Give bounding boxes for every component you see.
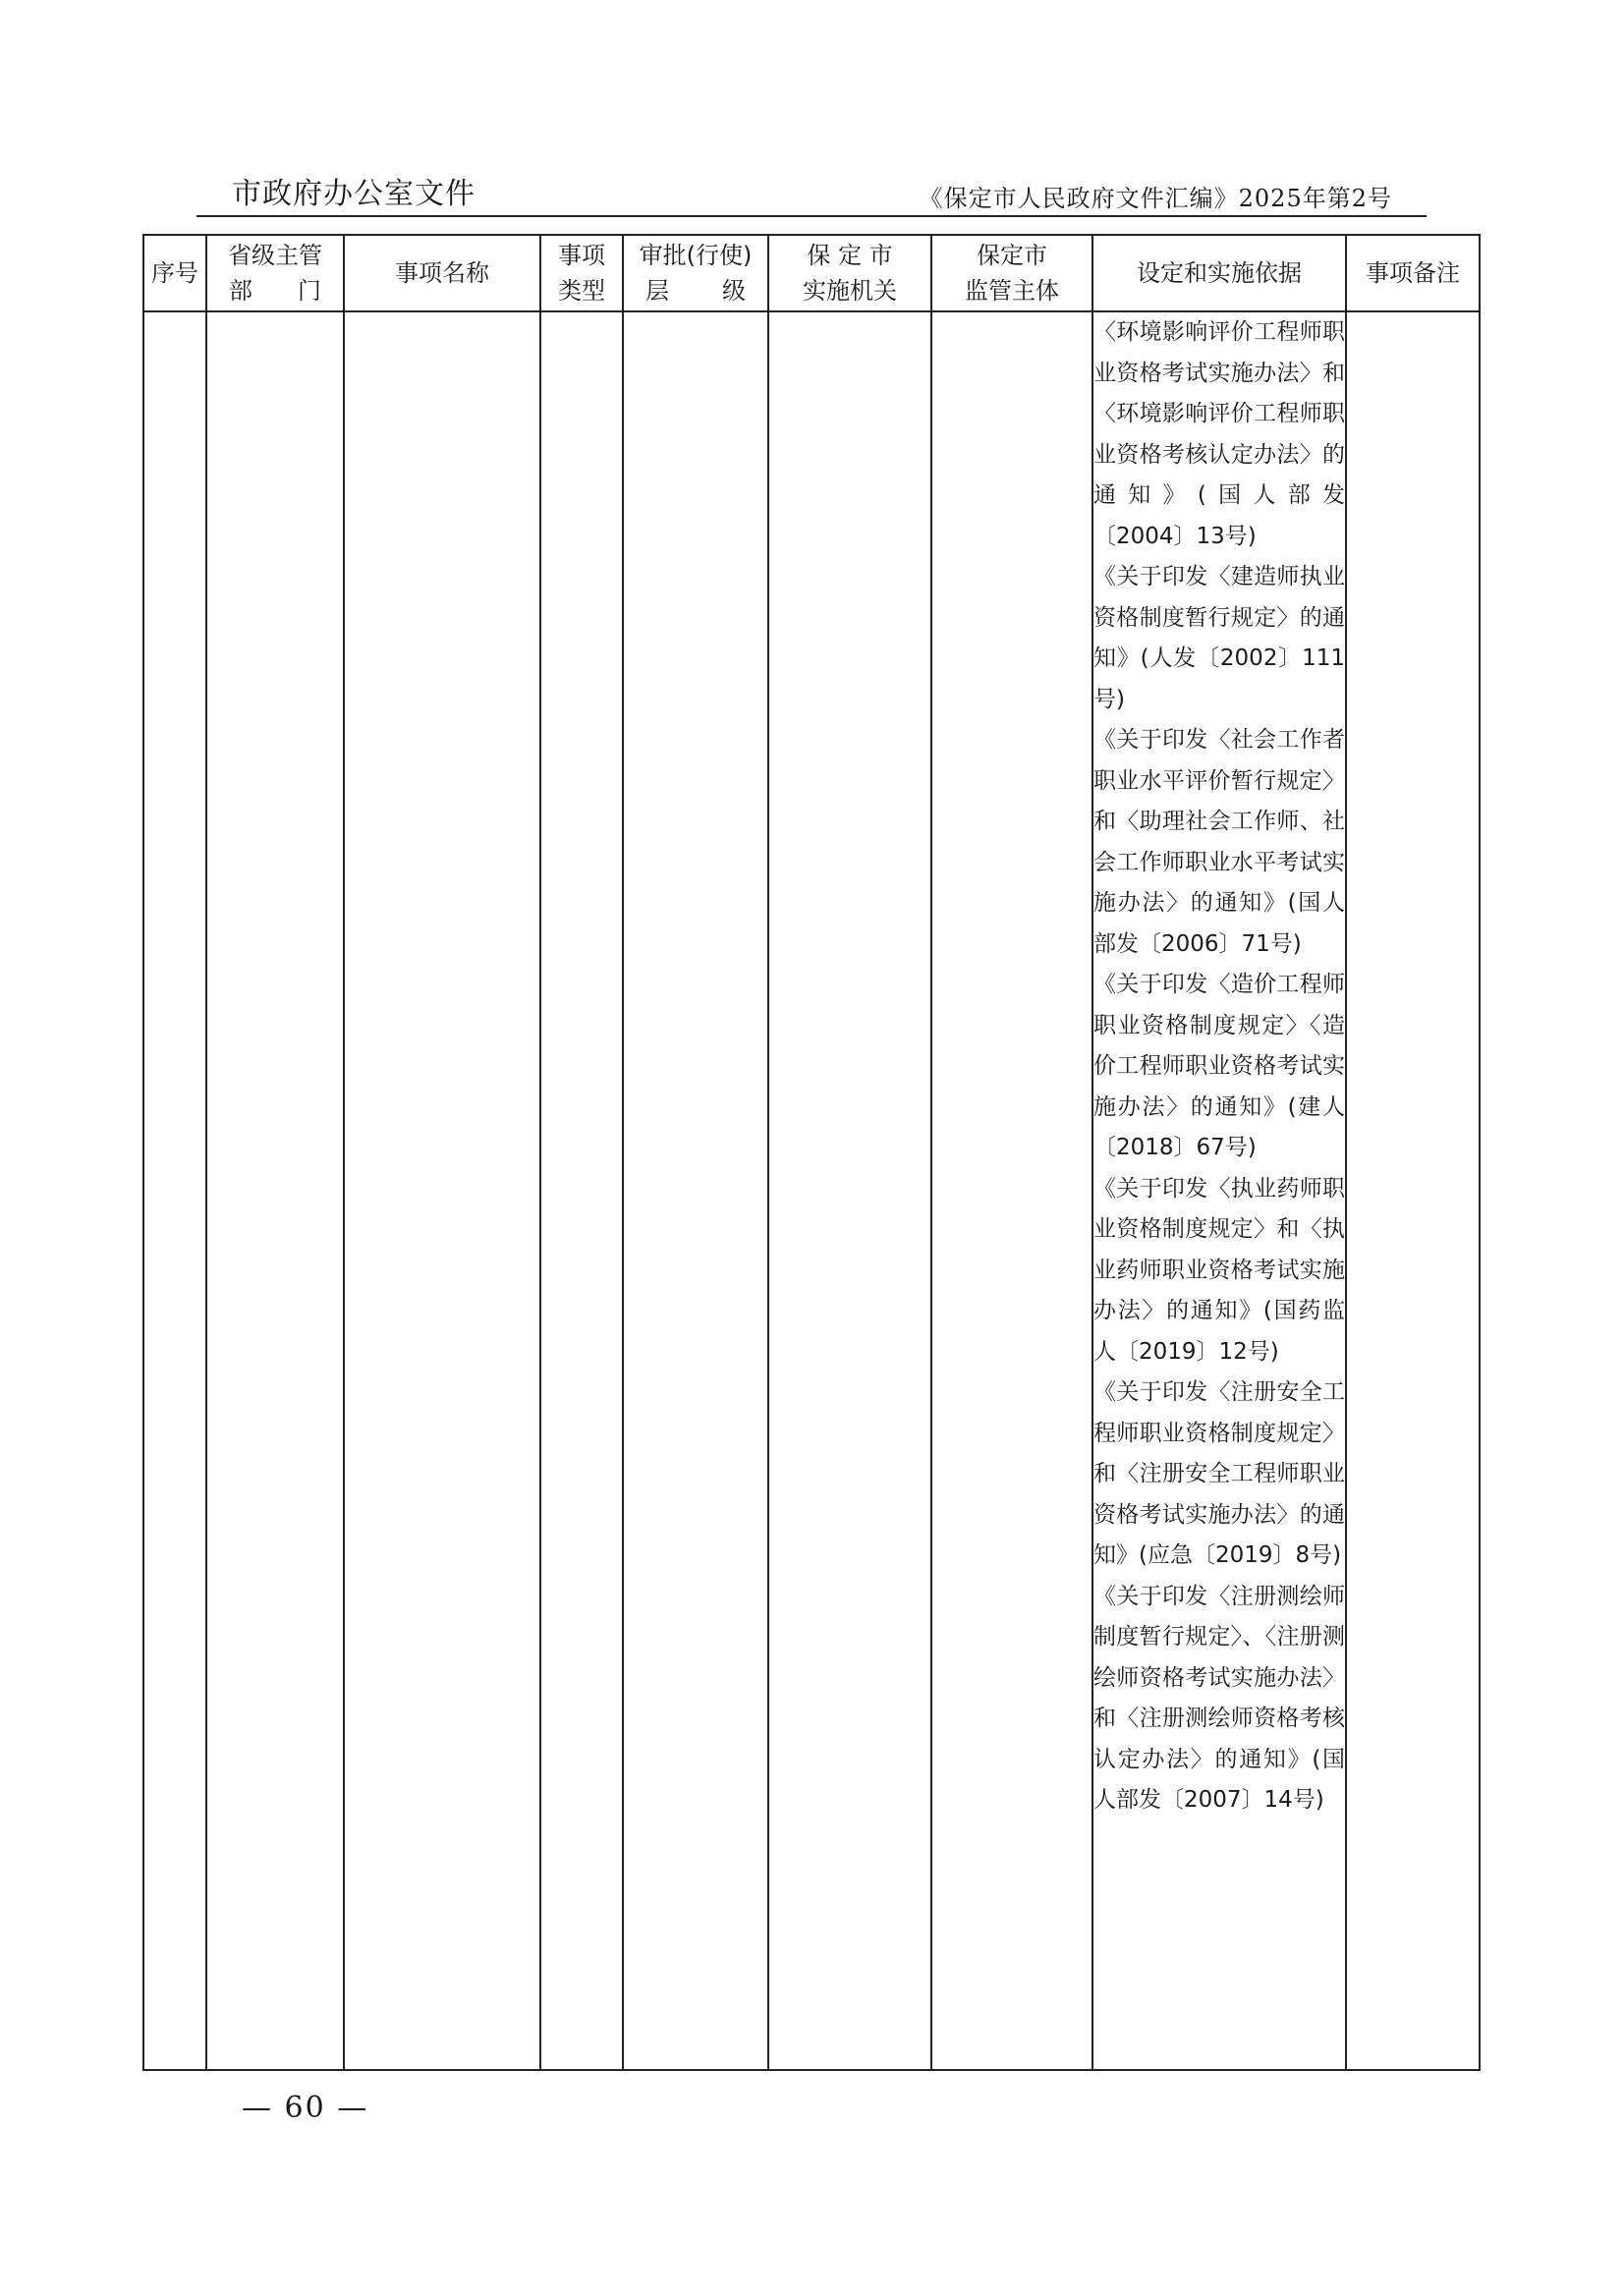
items-table — [142, 234, 1481, 2071]
column-header-dept: 省级主管 部 门 — [206, 235, 344, 311]
cell-type — [540, 311, 623, 2070]
basis-entry: 《关于印发〈社会工作者职业水平评价暂行规定〉和〈助理社会工作师、社会工作师职业水平考试实施办法〉的通知》(国人部发〔2006〕71号) — [1093, 727, 1345, 957]
cell-level — [623, 311, 768, 2070]
cell-agency — [768, 311, 931, 2070]
basis-entry: 《关于印发〈造价工程师职业资格制度规定〉〈造价工程师职业资格考试实施办法〉的通知》(建人〔2018〕67号) — [1093, 972, 1345, 1160]
column-header-seq: 序号 — [143, 235, 206, 311]
column-header-remark: 事项备注 — [1346, 235, 1480, 311]
column-header-supervisor: 保定市 监管主体 — [931, 235, 1092, 311]
basis-entry: 《关于印发〈建造师执业资格制度暂行规定〉的通知》(人发〔2002〕111号) — [1093, 564, 1345, 712]
table-row — [143, 311, 1480, 2070]
cell-name — [344, 311, 540, 2070]
column-header-agency: 保 定 市 实施机关 — [768, 235, 931, 311]
basis-entry: 《关于印发〈注册测绘师制度暂行规定〉、〈注册测绘师资格考试实施办法〉和〈注册测绘师资格考核认定办法〉的通知》(国人部发〔2007〕14号) — [1093, 1583, 1345, 1813]
basis-entry: 〈环境影响评价工程师职业资格考试实施办法〉和〈环境影响评价工程师职业资格考核认定办法〉的通知》(国人部发〔2004〕13号) — [1093, 319, 1345, 549]
document-header-title: 市政府办公室文件 — [232, 177, 476, 211]
cell-supervisor — [931, 311, 1092, 2070]
cell-remark — [1346, 311, 1480, 2070]
cell-seq — [143, 311, 206, 2070]
column-header-name: 事项名称 — [344, 235, 540, 311]
cell-basis — [1092, 311, 1346, 2070]
cell-dept — [206, 311, 344, 2070]
document-header-compilation: 《保定市人民政府文件汇编》2025年第2号 — [919, 185, 1392, 212]
basis-entry: 《关于印发〈执业药师职业资格制度规定〉和〈执业药师职业资格考试实施办法〉的通知》(国药监人〔2019〕12号) — [1093, 1175, 1345, 1365]
basis-entry: 《关于印发〈注册安全工程师职业资格制度规定〉和〈注册安全工程师职业资格考试实施办法〉的通知》(应急〔2019〕8号) — [1093, 1379, 1345, 1568]
header-divider — [196, 215, 1427, 217]
column-header-basis: 设定和实施依据 — [1092, 235, 1346, 311]
column-header-type: 事项 类型 — [540, 235, 623, 311]
table-header-row — [143, 235, 1480, 311]
column-header-level: 审批(行使) 层 级 — [623, 235, 768, 311]
page-number: — 60 — — [242, 2091, 369, 2125]
